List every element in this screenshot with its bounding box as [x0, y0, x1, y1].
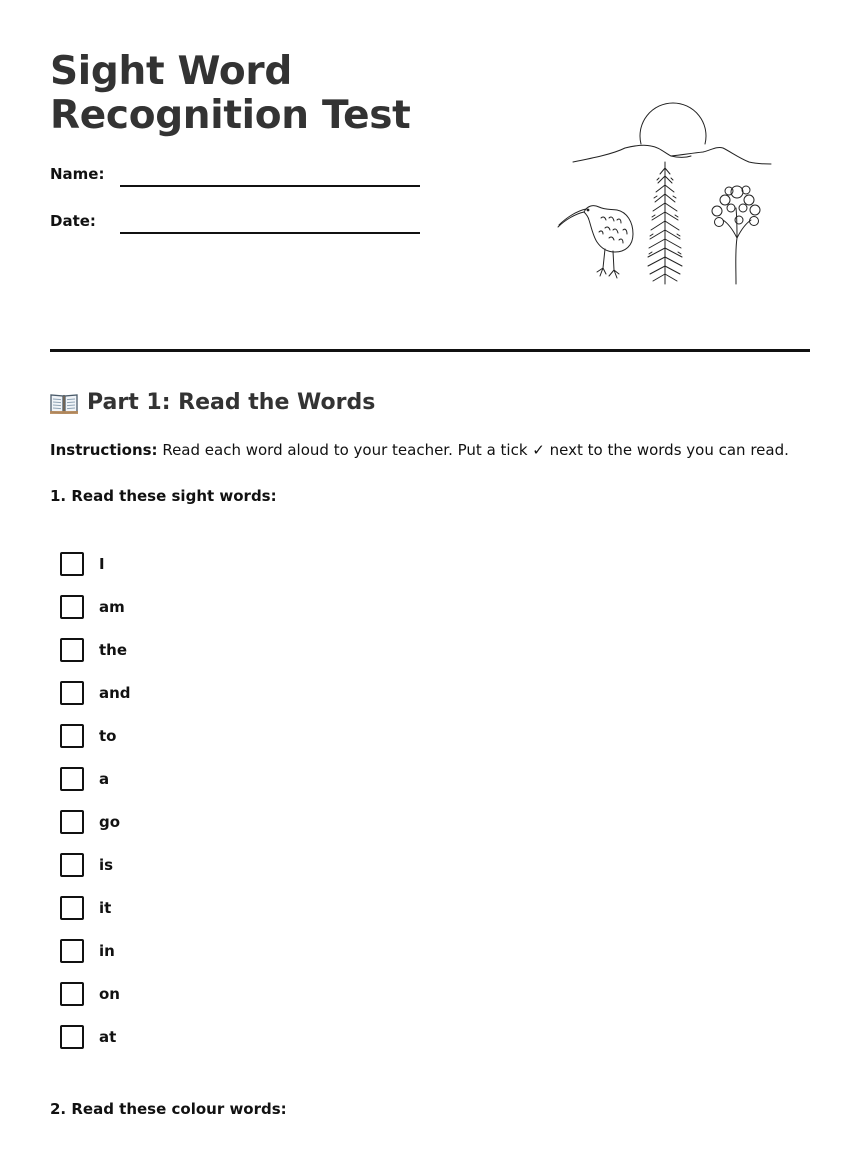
sight-word-list: [60, 552, 131, 1068]
sun-icon: [640, 103, 706, 144]
part1-heading-text: Part 1: Read the Words: [87, 390, 376, 415]
word-list-item: [60, 724, 131, 767]
word-list-item: [60, 638, 131, 681]
word-checkbox[interactable]: [60, 681, 84, 705]
name-label: Name:: [50, 165, 105, 183]
instructions-label: Instructions:: [50, 441, 158, 459]
word-checkbox[interactable]: [60, 853, 84, 877]
word-checkbox[interactable]: [60, 982, 84, 1006]
word-checkbox[interactable]: [60, 939, 84, 963]
word-label: I: [99, 555, 105, 573]
word-list-item: [60, 681, 131, 724]
word-label: it: [99, 899, 112, 917]
date-label: Date:: [50, 212, 96, 230]
word-checkbox[interactable]: [60, 896, 84, 920]
question-1-label: 1. Read these sight words:: [50, 487, 277, 505]
word-label: at: [99, 1028, 117, 1046]
fern-icon: [648, 162, 682, 284]
word-list-item: [60, 853, 131, 896]
date-field[interactable]: [50, 212, 430, 236]
section-divider: [50, 349, 810, 352]
word-list-item: [60, 767, 131, 810]
word-label: a: [99, 770, 110, 788]
word-list-item: [60, 1025, 131, 1068]
word-checkbox[interactable]: [60, 1025, 84, 1049]
name-line[interactable]: [120, 185, 420, 187]
word-label: to: [99, 727, 117, 745]
question-2-label: 2. Read these colour words:: [50, 1100, 287, 1118]
word-checkbox[interactable]: [60, 724, 84, 748]
word-list-item: [60, 595, 131, 638]
word-label: am: [99, 598, 125, 616]
word-list-item: [60, 810, 131, 853]
word-label: in: [99, 942, 115, 960]
mountains-icon: [573, 145, 771, 164]
instructions: [50, 441, 789, 459]
nature-illustration: [553, 96, 778, 288]
kiwi-bird-icon: [558, 206, 633, 278]
word-label: and: [99, 684, 131, 702]
flowering-shrub-icon: [712, 186, 760, 284]
word-checkbox[interactable]: [60, 767, 84, 791]
open-book-icon: [50, 392, 78, 414]
word-label: go: [99, 813, 121, 831]
word-list-item: [60, 896, 131, 939]
date-line[interactable]: [120, 232, 420, 234]
word-label: the: [99, 641, 128, 659]
name-field[interactable]: [50, 165, 430, 189]
word-checkbox[interactable]: [60, 595, 84, 619]
page-title: Sight Word Recognition Test: [50, 49, 411, 138]
word-label: on: [99, 985, 120, 1003]
word-list-item: [60, 552, 131, 595]
word-label: is: [99, 856, 114, 874]
part1-heading: [50, 388, 375, 418]
word-list-item: [60, 939, 131, 982]
word-checkbox[interactable]: [60, 552, 84, 576]
word-list-item: [60, 982, 131, 1025]
word-checkbox[interactable]: [60, 810, 84, 834]
word-checkbox[interactable]: [60, 638, 84, 662]
instructions-text: Read each word aloud to your teacher. Put a tick ✓ next to the words you can read.: [157, 441, 789, 459]
